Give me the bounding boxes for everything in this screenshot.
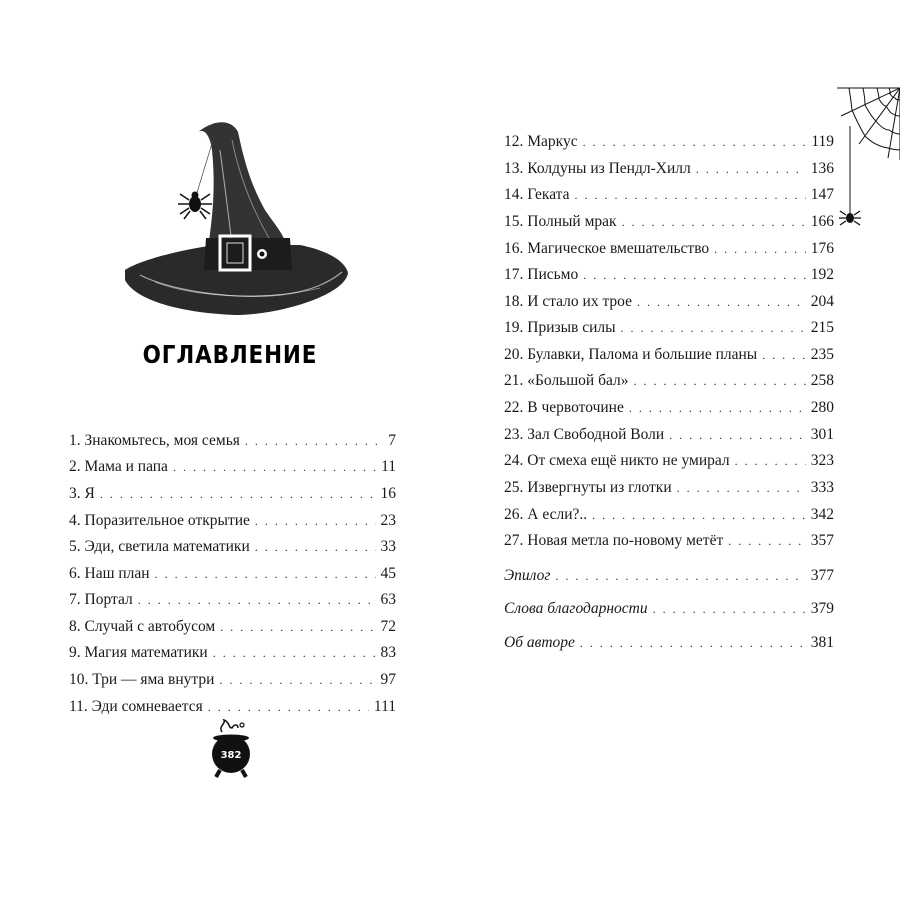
toc-entry-page: 323 bbox=[810, 452, 834, 469]
toc-entry-label: 6. Наш план bbox=[69, 565, 150, 582]
toc-entry-page: 342 bbox=[810, 506, 834, 523]
toc-entry-page: 23 bbox=[380, 512, 396, 529]
toc-entry-label: 20. Булавки, Палома и большие планы bbox=[504, 346, 758, 363]
toc-entry[interactable] bbox=[504, 478, 834, 498]
toc-entry[interactable] bbox=[69, 537, 396, 557]
leader-dots bbox=[138, 590, 376, 610]
toc-entry[interactable] bbox=[69, 484, 396, 504]
leader-dots bbox=[669, 425, 806, 445]
toc-entry[interactable] bbox=[504, 318, 834, 338]
leader-dots bbox=[621, 318, 806, 338]
toc-entry-page: 377 bbox=[810, 567, 834, 584]
leader-dots bbox=[100, 484, 376, 504]
leader-dots bbox=[580, 633, 806, 653]
toc-entry-page: 83 bbox=[380, 644, 396, 661]
toc-entry[interactable] bbox=[504, 239, 834, 259]
toc-entry-label: Об авторе bbox=[504, 634, 575, 651]
toc-entry[interactable] bbox=[504, 531, 834, 551]
leader-dots bbox=[592, 505, 806, 525]
leader-dots bbox=[629, 398, 806, 418]
toc-entry-page: 379 bbox=[810, 600, 834, 617]
toc-entry[interactable] bbox=[504, 425, 834, 445]
toc-entry-page: 63 bbox=[380, 591, 396, 608]
toc-entry-page: 147 bbox=[810, 186, 834, 203]
toc-entry-label: 27. Новая метла по-новому метёт bbox=[504, 532, 724, 549]
toc-entry[interactable] bbox=[504, 505, 834, 525]
toc-entry[interactable] bbox=[504, 451, 834, 471]
toc-entry[interactable] bbox=[69, 457, 396, 477]
toc-entry-page: 381 bbox=[810, 634, 834, 651]
leader-dots bbox=[762, 345, 806, 365]
toc-entry[interactable] bbox=[69, 431, 396, 451]
toc-entry-label: 21. «Большой бал» bbox=[504, 372, 629, 389]
toc-entry[interactable] bbox=[504, 345, 834, 365]
leader-dots bbox=[714, 239, 806, 259]
toc-entry[interactable] bbox=[69, 617, 396, 637]
leader-dots bbox=[155, 564, 376, 584]
toc-entry-label: 1. Знакомьтесь, моя семья bbox=[69, 432, 240, 449]
toc-entry-page: 176 bbox=[810, 240, 834, 257]
toc-entry-label: 9. Магия математики bbox=[69, 644, 208, 661]
toc-entry-page: 45 bbox=[380, 565, 396, 582]
toc-entry-label: 23. Зал Свободной Воли bbox=[504, 426, 665, 443]
leader-dots bbox=[583, 132, 807, 152]
toc-entry[interactable] bbox=[69, 697, 396, 717]
leader-dots bbox=[213, 643, 376, 663]
toc-entry-label: 18. И стало их трое bbox=[504, 293, 632, 310]
toc-entry-label: 15. Полный мрак bbox=[504, 213, 617, 230]
toc-entry-label: 14. Геката bbox=[504, 186, 570, 203]
spider-icon bbox=[178, 192, 212, 220]
toc-entry[interactable] bbox=[504, 398, 834, 418]
leader-dots bbox=[555, 566, 805, 586]
leader-dots bbox=[173, 457, 376, 477]
toc-entry[interactable] bbox=[504, 265, 834, 285]
cauldron-icon bbox=[208, 718, 254, 778]
toc-entry-label: 16. Магическое вмешательство bbox=[504, 240, 710, 257]
toc-entry-about-author[interactable] bbox=[504, 633, 834, 653]
toc-entry[interactable] bbox=[504, 185, 834, 205]
toc-entry-epilogue[interactable] bbox=[504, 566, 834, 586]
toc-entry-page: 357 bbox=[810, 532, 834, 549]
toc-entry-label: Эпилог bbox=[504, 567, 551, 584]
toc-entry[interactable] bbox=[504, 132, 834, 152]
leader-dots bbox=[653, 599, 806, 619]
toc-entry-page: 258 bbox=[810, 372, 834, 389]
leader-dots bbox=[677, 478, 806, 498]
toc-entry-page: 280 bbox=[810, 399, 834, 416]
toc-entry-page: 72 bbox=[380, 618, 396, 635]
leader-dots bbox=[220, 617, 375, 637]
toc-entry-page: 204 bbox=[810, 293, 834, 310]
toc-entry-label: 12. Маркус bbox=[504, 133, 578, 150]
leader-dots bbox=[583, 265, 806, 285]
toc-entry-label: 7. Портал bbox=[69, 591, 133, 608]
toc-entry-page: 111 bbox=[373, 698, 396, 715]
toc-entry-page: 136 bbox=[810, 160, 834, 177]
toc-entry[interactable] bbox=[504, 371, 834, 391]
leader-dots bbox=[634, 371, 806, 391]
toc-entry-page: 235 bbox=[810, 346, 834, 363]
spider-icon bbox=[839, 211, 861, 225]
toc-entry-page: 192 bbox=[810, 266, 834, 283]
toc-entry[interactable] bbox=[504, 159, 834, 179]
leader-dots bbox=[637, 292, 806, 312]
toc-entry-label: 22. В червоточине bbox=[504, 399, 624, 416]
toc-entry[interactable] bbox=[69, 511, 396, 531]
toc-entry-page: 33 bbox=[380, 538, 396, 555]
toc-entry[interactable] bbox=[69, 590, 396, 610]
toc-entry-page: 301 bbox=[810, 426, 834, 443]
toc-entry-label: 19. Призыв силы bbox=[504, 319, 616, 336]
toc-entry[interactable] bbox=[504, 292, 834, 312]
toc-entry-label: 3. Я bbox=[69, 485, 95, 502]
toc-entry[interactable] bbox=[504, 212, 834, 232]
toc-entry-label: 25. Извергнуты из глотки bbox=[504, 479, 672, 496]
toc-entry-page: 7 bbox=[388, 432, 396, 449]
toc-entry[interactable] bbox=[69, 670, 396, 690]
toc-entry-page: 11 bbox=[381, 458, 396, 475]
toc-entry-label: Слова благодарности bbox=[504, 600, 648, 617]
toc-entry-label: 24. От смеха ещё никто не умирал bbox=[504, 452, 730, 469]
toc-entry-page: 119 bbox=[811, 133, 834, 150]
leader-dots bbox=[245, 431, 383, 451]
leader-dots bbox=[575, 185, 806, 205]
toc-entry-page: 215 bbox=[810, 319, 834, 336]
page-number: 382 bbox=[220, 750, 242, 761]
toc-entry[interactable] bbox=[69, 643, 396, 663]
toc-entry-page: 333 bbox=[810, 479, 834, 496]
leader-dots bbox=[728, 531, 806, 551]
toc-entry-label: 13. Колдуны из Пендл-Хилл bbox=[504, 160, 691, 177]
toc-entry-label: 2. Мама и папа bbox=[69, 458, 168, 475]
leader-dots bbox=[255, 537, 376, 557]
spider-web-icon bbox=[833, 86, 900, 226]
leader-dots bbox=[622, 212, 806, 232]
toc-entry[interactable] bbox=[69, 564, 396, 584]
leader-dots bbox=[696, 159, 806, 179]
toc-entry-label: 10. Три — яма внутри bbox=[69, 671, 215, 688]
toc-entry-page: 97 bbox=[380, 671, 396, 688]
witch-hat-icon bbox=[120, 110, 350, 325]
toc-entry-label: 11. Эди сомневается bbox=[69, 698, 203, 715]
toc-entry-label: 26. А если?.. bbox=[504, 506, 588, 523]
toc-entry-label: 8. Случай с автобусом bbox=[69, 618, 216, 635]
toc-entry-label: 4. Поразительное открытие bbox=[69, 512, 250, 529]
toc-entry-page: 166 bbox=[810, 213, 834, 230]
leader-dots bbox=[219, 670, 375, 690]
toc-entry-page: 16 bbox=[380, 485, 396, 502]
toc-entry-label: 5. Эди, светила математики bbox=[69, 538, 250, 555]
page-title: ОГЛАВЛЕНИЕ bbox=[142, 340, 318, 369]
leader-dots bbox=[255, 511, 376, 531]
toc-entry-acknowledgements[interactable] bbox=[504, 599, 834, 619]
leader-dots bbox=[208, 697, 369, 717]
leader-dots bbox=[735, 451, 806, 471]
toc-entry-label: 17. Письмо bbox=[504, 266, 579, 283]
